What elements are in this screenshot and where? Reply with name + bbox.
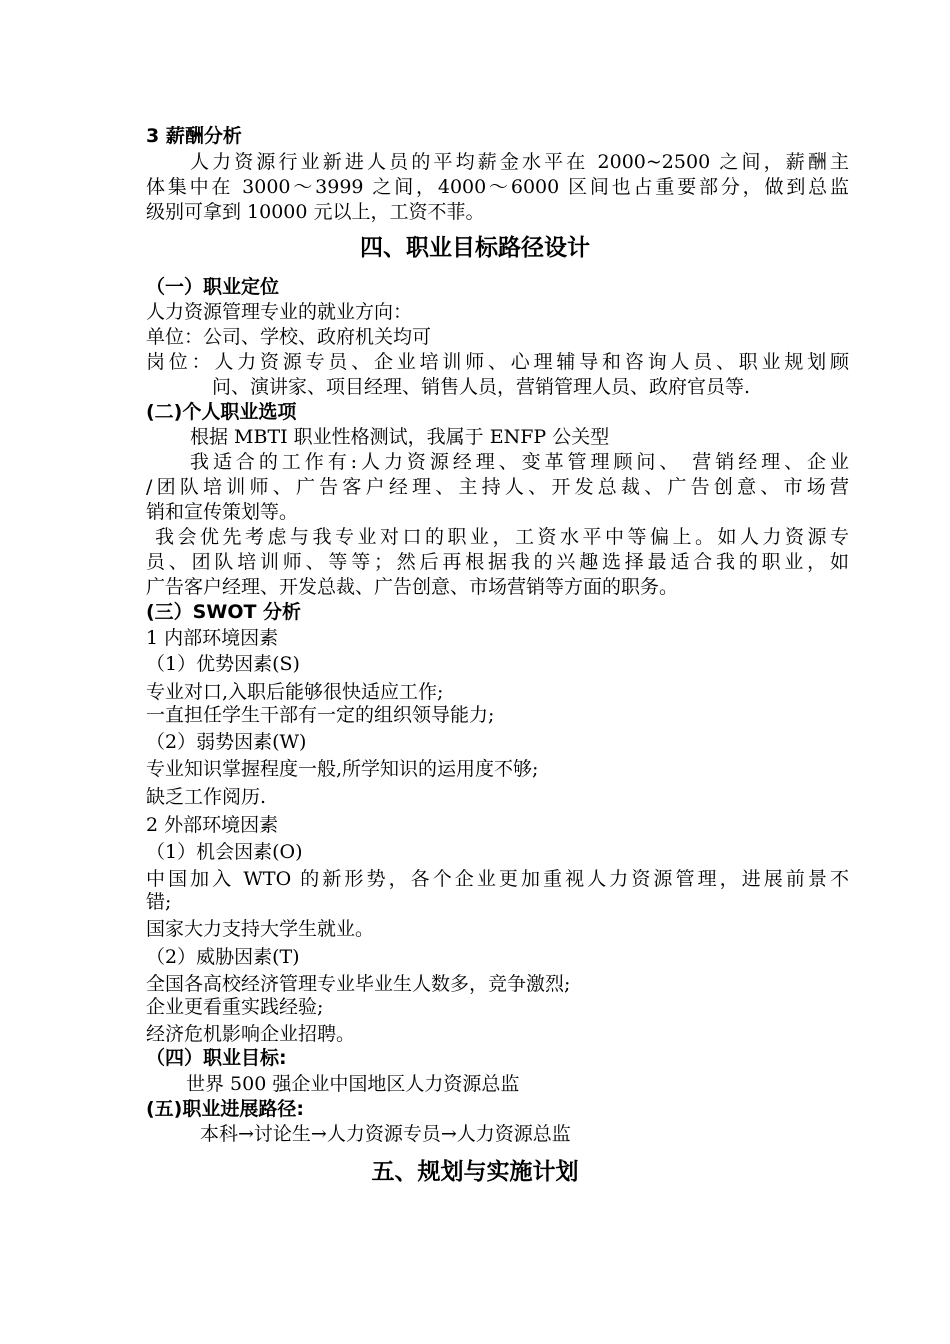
options-suit-line-2: /团队培训师、广告客户经理、主持人、开发总裁、广告创意、市场营	[146, 476, 849, 498]
swot-opportunity-heading: （1）机会因素(O)	[146, 841, 303, 863]
swot-strength-1: 专业对口,入职后能够很快适应工作;	[146, 681, 444, 703]
swot-threat-heading: （2）威胁因素(T)	[146, 946, 300, 968]
positioning-post-line-2: 问、演讲家、项目经理、销售人员，营销管理人员、政府官员等.	[212, 376, 751, 398]
options-mbti: 根据 MBTI 职业性格测试，我属于 ENFP 公关型	[190, 426, 610, 448]
swot-weakness-heading: （2）弱势因素(W)	[146, 731, 307, 753]
positioning-post-line-1: 岗位：人力资源专员、企业培训师、心理辅导和咨询人员、职业规划顾	[146, 351, 849, 373]
options-heading: (二)个人职业选项	[146, 401, 297, 423]
swot-threat-2: 企业更看重实践经验;	[146, 996, 324, 1018]
salary-line-3: 级别可拿到 10000 元以上，工资不菲。	[146, 201, 485, 223]
salary-line-1: 人力资源行业新进人员的平均薪金水平在 2000~2500 之间，薪酬主	[190, 151, 849, 173]
section-4-title: 四、职业目标路径设计	[360, 235, 590, 261]
path-heading: (五)职业进展路径:	[146, 1098, 304, 1120]
swot-opportunity-1-line-2: 错;	[146, 891, 172, 913]
path-text: 本科→讨论生→人力资源专员→人力资源总监	[200, 1123, 571, 1145]
options-suit-line-3: 销和宣传策划等。	[146, 501, 299, 523]
swot-heading: (三）SWOT 分析	[146, 601, 302, 623]
swot-opportunity-2: 国家大力支持大学生就业。	[146, 918, 375, 940]
swot-strength-heading: （1）优势因素(S)	[146, 653, 300, 675]
positioning-unit: 单位：公司、学校、政府机关均可	[146, 326, 432, 348]
salary-heading: 3 薪酬分析	[146, 125, 242, 147]
swot-strength-2: 一直担任学生干部有一定的组织领导能力;	[146, 704, 495, 726]
swot-external: 2 外部环境因素	[146, 814, 279, 836]
swot-weakness-2: 缺乏工作阅历.	[146, 786, 267, 808]
section-5-title: 五、规划与实施计划	[371, 1159, 579, 1185]
swot-opportunity-1-line-1: 中国加入 WTO 的新形势，各个企业更加重视人力资源管理，进展前景不	[146, 868, 849, 890]
salary-line-2: 体集中在 3000～3999 之间，4000～6000 区间也占重要部分，做到总监	[146, 176, 849, 198]
goal-text: 世界 500 强企业中国地区人力资源总监	[186, 1073, 520, 1095]
options-suit-line-1: 我适合的工作有:人力资源经理、变革管理顾问、 营销经理、企业	[190, 451, 849, 473]
swot-threat-3: 经济危机影响企业招聘。	[146, 1023, 356, 1045]
positioning-intro: 人力资源管理专业的就业方向：	[146, 301, 413, 323]
options-prior-line-1: 我会优先考虑与我专业对口的职业，工资水平中等偏上。如人力资源专	[155, 526, 849, 548]
goal-heading: （四）职业目标:	[146, 1047, 287, 1069]
options-prior-line-2: 员、团队培训师、等等；然后再根据我的兴趣选择最适合我的职业，如	[146, 551, 849, 573]
options-prior-line-3: 广告客户经理、开发总裁、广告创意、市场营销等方面的职务。	[146, 576, 679, 598]
swot-internal: 1 内部环境因素	[146, 627, 279, 649]
swot-threat-1: 全国各高校经济管理专业毕业生人数多，竞争激烈;	[146, 973, 571, 995]
positioning-heading: （一）职业定位	[146, 276, 280, 298]
swot-weakness-1: 专业知识掌握程度一般,所学知识的运用度不够;	[146, 758, 539, 780]
